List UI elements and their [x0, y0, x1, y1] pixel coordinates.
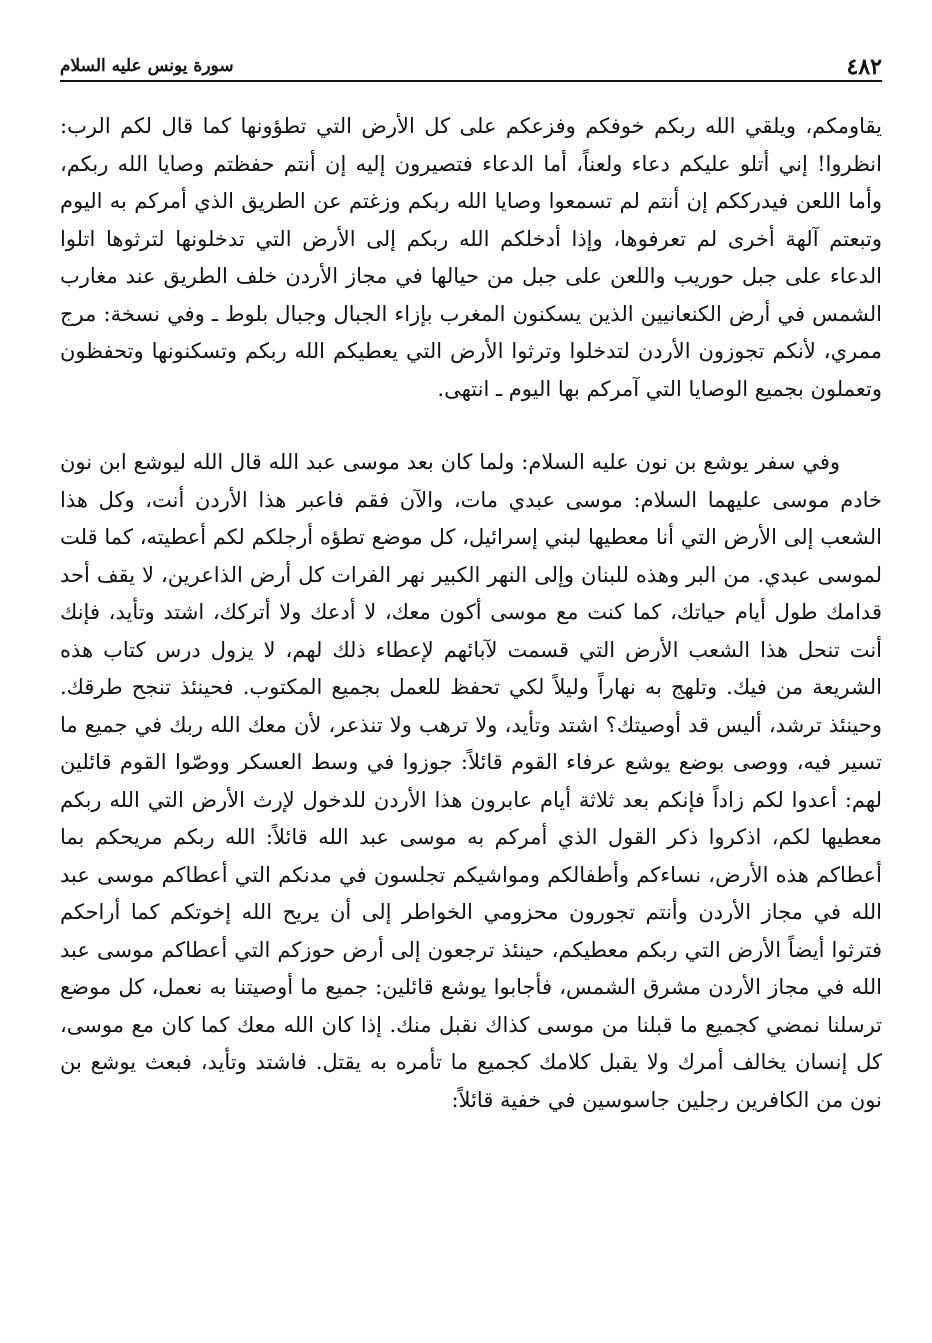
running-title: سورة يونس عليه السلام [60, 56, 234, 76]
paragraph-2: وفي سفر يوشع بن نون عليه السلام: ولما كان بعد موسى عبد الله قال الله ليوشع ابن نون خادم موسى عليهما السلام: موسى عبدي مات، والآن فقم فاعبر هذا الأردن أنت، وكل هذا الشعب إلى الأرض التي أنا معطيها لبني إسرائيل، كل موضع تطؤه أرجلكم لكم أعطيته، كما قلت لموسى عبدي. من البر وهذه للبنان وإلى النهر الكبير نهر الفرات كل أرض الذاعرين، لا يقف أحد قدامك طول أيام حياتك، كما كنت مع موسى أكون معك، لا أدعك ولا أتركك، اشتد وتأيد، فإنك أنت تنحل هذا الشعب الأرض التي قسمت لآبائهم لإعطاء ذلك لهم، لا يزول درس كتاب هذه الشريعة من فيك. وتلهج به نهاراً وليلاً لكي تحفظ للعمل بجميع المكتوب. فحينئذ تنجح طرقك. وحينئذ ترشد، أليس قد أوصيتك؟ اشتد وتأيد، ولا ترهب ولا تنذعر، لأن معك الله ربك في جميع ما تسير فيه، ووصى بوضع يوشع عرفاء القوم قائلاً: جوزوا في وسط العسكر ووصّوا القوم قائلين لهم: أعدوا لكم زاداً فإنكم بعد ثلاثة أيام عابرون هذا الأردن للدخول لإرث الأرض التي الله ربكم معطيها لكم، اذكروا ذكر القول الذي أمركم به موسى عبد الله قائلاً: الله ربكم مريحكم بما أعطاكم هذه الأرض، نساءكم وأطفالكم ومواشيكم تجلسون في مدنكم التي أعطاكم موسى عبد الله في مجاز الأردن وأنتم تجورون محزومي الخواطر إلى أن يريح الله إخوتكم كما أراحكم فترثوا أيضاً الأرض التي ربكم معطيكم، حينئذ ترجعون إلى أرض حوزكم التي أعطاكم موسى عبد الله في مجاز الأردن مشرق الشمس، فأجابوا يوشع قائلين: جميع ما أوصيتنا به نعمل، كل موضع ترسلنا نمضي كجميع ما قبلنا من موسى كذاك نقبل منك. إذا كان الله معك كما كان مع موسى، كل إنسان يخالف أمرك ولا يقبل كلامك كجميع ما تأمره به يقتل. فاشتد وتأيد، فبعث يوشع بن نون من الكافرين رجلين جاسوسين في خفية قائلاً: [60, 450, 883, 1112]
book-page [60, 50, 882, 1119]
page-number: ٤٨٢ [846, 54, 882, 80]
page-header [60, 50, 882, 82]
paragraph-1: يقاومكم، ويلقي الله ربكم خوفكم وفزعكم على كل الأرض التي تطؤونها كما قال لكم الرب: انظروا! إني أتلو عليكم دعاء ولعناً، أما الدعاء فتصيرون إليه إن أنتم حفظتم وصايا الله ربكم، وأما اللعن فيدرككم إن أنتم لم تسمعوا وصايا الله ربكم وزغتم عن الطريق الذي أمركم به اليوم وتبعتم آلهة أخرى لم تعرفوها، وإذا أدخلكم الله ربكم إلى الأرض التي تدخلونها لترثوها اتلوا الدعاء على جبل حوريب واللعن على جبل من حيالها في مجاز الأردن خلف الطريق عند مغارب الشمس في أرض الكنعانيين الذين يسكنون المغرب بإزاء الجبال وجبال بلوط ـ وفي نسخة: مرج ممري، لأنكم تجوزون الأردن لتدخلوا وترثوا الأرض التي يعطيكم الله ربكم وتسكنونها وتحفظون وتعملون بجميع الوصايا التي آمركم بها اليوم ـ انتهى. [60, 114, 882, 401]
